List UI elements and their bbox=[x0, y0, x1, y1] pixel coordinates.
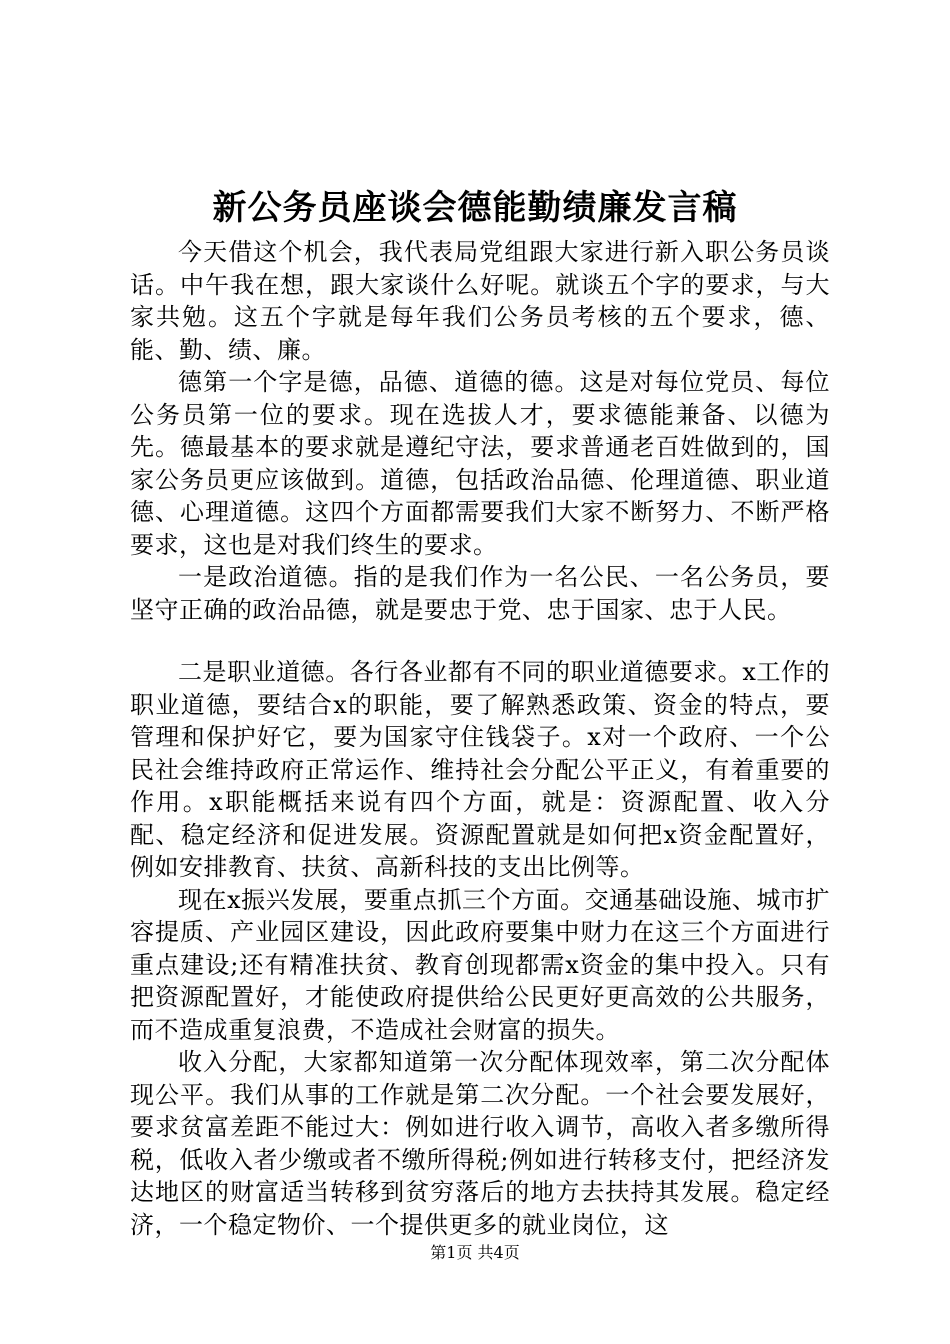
paragraph-revitalization: 现在x振兴发展，要重点抓三个方面。交通基础设施、城市扩容提质、产业园区建设，因此政府要集中财力在这三个方面进行重点建设;还有精准扶贫、教育创现都需x资金的集中投入。只有把资源配置好，才能使政府提供给公民更好更高效的公共服务，而不造成重复浪费，不造成社会财富的损失。 bbox=[130, 885, 830, 1044]
paragraph-political-ethics: 一是政治道德。指的是我们作为一名公民、一名公务员，要坚守正确的政治品德，就是要忠于党、忠于国家、忠于人民。 bbox=[130, 563, 830, 624]
paragraph-spacer bbox=[130, 626, 830, 656]
paragraph-income-distribution: 收入分配，大家都知道第一次分配体现效率，第二次分配体现公平。我们从事的工作就是第二次分配。一个社会要发展好，要求贫富差距不能过大：例如进行收入调节，高收入者多缴所得税，低收入者少缴或者不缴所得税;例如进行转移支付，把经济发达地区的财富适当转移到贫穷落后的地方去扶持其发展。稳定经济，一个稳定物价、一个提供更多的就业岗位，这 bbox=[130, 1048, 830, 1239]
paragraph-intro: 今天借这个机会，我代表局党组跟大家进行新入职公务员谈话。中午我在想，跟大家谈什么好呢。就谈五个字的要求，与大家共勉。这五个字就是每年我们公务员考核的五个要求，德、能、勤、绩、廉。 bbox=[130, 238, 830, 364]
page-number: 第1页 共4页 bbox=[430, 1243, 520, 1262]
paragraph-professional-ethics: 二是职业道德。各行各业都有不同的职业道德要求。x工作的职业道德，要结合x的职能，要了解熟悉政策、资金的特点，要管理和保护好它，要为国家守住钱袋子。x对一个政府、一个公民社会维持政府正常运作、维持社会分配公平正义，有着重要的作用。x职能概括来说有四个方面，就是：资源配置、收入分配、稳定经济和促进发展。资源配置就是如何把x资金配置好，例如安排教育、扶贫、高新科技的支出比例等。 bbox=[130, 658, 830, 881]
document-title: 新公务员座谈会德能勤绩廉发言稿 bbox=[212, 188, 738, 228]
document-body bbox=[130, 236, 830, 1241]
paragraph-de: 德第一个字是德，品德、道德的德。这是对每位党员、每位公务员第一位的要求。现在选拔人才，要求德能兼备、以德为先。德最基本的要求就是遵纪守法，要求普通老百姓做到的，国家公务员更应该做到。道德，包括政治品德、伦理道德、职业道德、心理道德。这四个方面都需要我们大家不断努力、不断严格要求，这也是对我们终生的要求。 bbox=[130, 368, 830, 559]
